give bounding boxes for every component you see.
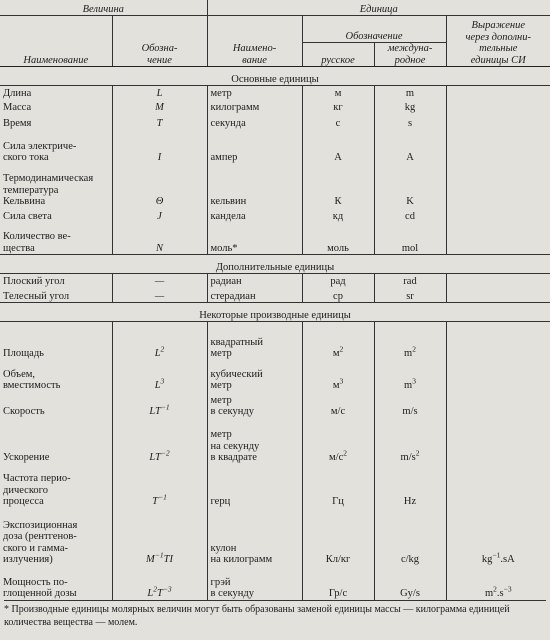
quantity-symbol — [112, 208, 207, 223]
unit-expression — [446, 100, 550, 114]
cell-text: J — [157, 211, 162, 222]
unit-international — [374, 360, 446, 392]
unit-name: кандела — [207, 208, 302, 223]
quantity-name: Экспозиционная доза (рентгенов- ского и гамма- излучения) — [3, 519, 78, 565]
cell-text: Гц — [332, 496, 344, 507]
superscript: −3 — [503, 584, 512, 594]
unit-international — [374, 508, 446, 566]
table-row — [0, 322, 550, 360]
unit-russian — [302, 208, 374, 223]
quantity-symbol — [112, 392, 207, 418]
cell-text: T — [156, 588, 163, 599]
unit-name: метр в секунду — [207, 392, 302, 418]
quantity-name: Термодинамическая температура Кельвина — [3, 173, 94, 207]
quantity-name: Телесный угол — [3, 290, 70, 302]
cell-text: c/kg — [400, 554, 420, 565]
unit-russian — [302, 508, 374, 566]
table-row — [0, 288, 550, 303]
cell-text: kg — [404, 102, 416, 113]
cell-text: M — [146, 554, 155, 565]
superscript: 2 — [412, 344, 416, 354]
header-russian: русское — [302, 43, 374, 67]
section-row — [0, 67, 550, 86]
table-row — [0, 360, 550, 392]
unit-russian — [302, 418, 374, 464]
superscript: −1 — [154, 550, 164, 560]
unit-name: кубический метр — [207, 360, 302, 392]
cell-text: m — [404, 380, 413, 391]
unit-name: метр — [207, 86, 302, 100]
unit-international — [374, 418, 446, 464]
table-body — [0, 67, 550, 600]
cell-text: T — [152, 496, 159, 507]
unit-expression — [446, 86, 550, 100]
table-row — [0, 208, 550, 223]
cell-text: m — [484, 588, 494, 599]
quantity-symbol — [112, 274, 207, 288]
unit-russian — [302, 566, 374, 600]
header-symbol: Обозна- чение — [112, 16, 207, 67]
quantity-symbol — [112, 164, 207, 208]
cell-text: м/с — [330, 406, 346, 417]
cell-text: LT — [149, 452, 161, 463]
unit-international — [374, 566, 446, 600]
unit-russian — [302, 100, 374, 114]
quantity-name: Частота перио- дического процесса — [3, 473, 71, 507]
cell-text: rad — [403, 276, 417, 287]
cell-text: T — [156, 118, 163, 129]
unit-russian — [302, 464, 374, 508]
quantity-symbol — [112, 508, 207, 566]
cell-text: м — [334, 88, 342, 99]
unit-russian — [302, 392, 374, 418]
cell-text: sr — [406, 290, 414, 302]
quantity-name: Сила света — [3, 211, 52, 222]
cell-text: — — [154, 290, 165, 302]
cell-text: L — [154, 380, 161, 391]
cell-text: L — [154, 348, 161, 359]
unit-expression — [446, 418, 550, 464]
quantity-symbol — [112, 223, 207, 255]
quantity-name: Скорость — [3, 406, 45, 417]
superscript: 2 — [343, 448, 347, 458]
unit-expression — [446, 566, 550, 600]
quantity-symbol — [112, 86, 207, 100]
cell-text: m/s — [402, 406, 418, 417]
superscript: 2 — [493, 584, 497, 594]
unit-russian — [302, 86, 374, 100]
cell-text: кд — [332, 211, 344, 222]
unit-name: килограмм — [207, 100, 302, 114]
cell-text: Θ — [155, 196, 164, 207]
unit-international — [374, 274, 446, 288]
unit-name: секунда — [207, 114, 302, 130]
unit-international — [374, 392, 446, 418]
table-row — [0, 464, 550, 508]
unit-expression — [446, 392, 550, 418]
cell-text: кг — [333, 102, 343, 113]
header-international: междуна- родное — [374, 43, 446, 67]
unit-expression — [446, 464, 550, 508]
quantity-name: Мощность по- глощенной дозы — [3, 576, 77, 599]
quantity-name: Ускорение — [3, 452, 50, 463]
cell-text: с — [335, 118, 341, 129]
table-row — [0, 392, 550, 418]
quantity-symbol — [112, 322, 207, 360]
unit-name: моль* — [207, 223, 302, 255]
quantity-symbol — [112, 464, 207, 508]
superscript: 2 — [339, 344, 344, 354]
cell-text: TI — [163, 554, 173, 565]
table-row — [0, 223, 550, 255]
cell-text: N — [156, 242, 164, 254]
superscript: −1 — [160, 402, 170, 412]
unit-expression — [446, 360, 550, 392]
unit-international — [374, 86, 446, 100]
header-designation: Обозначение — [302, 16, 446, 43]
section-title: Дополнительные единицы — [0, 255, 550, 274]
header-unit-name: Наимено- вание — [207, 16, 302, 67]
unit-international — [374, 208, 446, 223]
superscript: 3 — [339, 376, 344, 386]
cell-text: моль — [327, 242, 349, 254]
cell-text: A — [406, 152, 414, 163]
unit-russian — [302, 130, 374, 164]
unit-expression — [446, 130, 550, 164]
superscript: −1 — [158, 492, 167, 502]
unit-international — [374, 322, 446, 360]
cell-text: K — [406, 196, 414, 207]
superscript: −1 — [492, 550, 501, 560]
header-quantity: Величина — [0, 0, 207, 16]
table-row — [0, 100, 550, 114]
unit-expression — [446, 208, 550, 223]
cell-text: .sA — [500, 554, 515, 565]
quantity-name: Масса — [3, 102, 32, 113]
quantity-symbol — [112, 100, 207, 114]
cell-text: м/с — [329, 452, 344, 463]
cell-text: .s — [496, 588, 504, 599]
cell-text: К — [334, 196, 342, 207]
unit-name: стерадиан — [207, 288, 302, 303]
cell-text: Гр/с — [328, 588, 348, 599]
cell-text: s — [407, 118, 413, 129]
cell-text: m — [405, 88, 415, 99]
unit-name: грэй в секунду — [207, 566, 302, 600]
cell-text: L — [156, 88, 163, 99]
table-row — [0, 130, 550, 164]
quantity-symbol — [112, 566, 207, 600]
unit-expression — [446, 288, 550, 303]
cell-text: I — [157, 152, 162, 163]
unit-russian — [302, 322, 374, 360]
unit-russian — [302, 288, 374, 303]
table-row — [0, 274, 550, 288]
quantity-symbol — [112, 418, 207, 464]
table-row — [0, 418, 550, 464]
unit-expression — [446, 274, 550, 288]
superscript: 2 — [153, 584, 157, 594]
cell-text: m/s — [400, 452, 416, 463]
footnote: * Производные единицы молярных величин могут быть образованы заменой единицы массы — килограмма единицей количества вещества — молем. — [4, 600, 546, 629]
cell-text: mol — [401, 242, 419, 254]
cell-text: m — [404, 348, 413, 359]
quantity-symbol — [112, 288, 207, 303]
section-row — [0, 303, 550, 322]
quantity-symbol — [112, 114, 207, 130]
unit-international — [374, 100, 446, 114]
cell-text: L — [147, 588, 154, 599]
table-row — [0, 566, 550, 600]
unit-expression — [446, 164, 550, 208]
unit-international — [374, 464, 446, 508]
unit-name: герц — [207, 464, 302, 508]
section-title: Основные единицы — [0, 67, 550, 86]
cell-text: А — [334, 152, 342, 163]
superscript: 2 — [160, 344, 165, 354]
quantity-name: Время — [3, 118, 32, 129]
section-title: Некоторые производные единицы — [0, 303, 550, 322]
header-unit: Единица — [207, 0, 550, 16]
unit-russian — [302, 114, 374, 130]
cell-text: — — [154, 276, 165, 287]
unit-name: кулон на килограмм — [207, 508, 302, 566]
unit-name: квадратный метр — [207, 322, 302, 360]
unit-international — [374, 288, 446, 303]
table-row — [0, 86, 550, 100]
cell-text: Кл/кг — [325, 554, 351, 565]
quantity-name: Плоский угол — [3, 276, 65, 287]
cell-text: M — [155, 102, 164, 113]
quantity-symbol — [112, 360, 207, 392]
superscript: −2 — [160, 448, 170, 458]
cell-text: kg — [481, 554, 493, 565]
header-expression: Выражение через дополни- тельные единицы СИ — [446, 16, 550, 67]
unit-expression — [446, 223, 550, 255]
cell-text: Gy/s — [400, 588, 420, 599]
unit-expression — [446, 114, 550, 130]
cell-text: ср — [333, 290, 343, 302]
unit-name: ампер — [207, 130, 302, 164]
superscript: 3 — [412, 376, 416, 386]
unit-name: кельвин — [207, 164, 302, 208]
quantity-name: Площадь — [3, 348, 44, 359]
cell-text: cd — [405, 211, 415, 222]
superscript: 3 — [160, 376, 165, 386]
table-row — [0, 114, 550, 130]
cell-text: рад — [330, 276, 346, 287]
unit-name: радиан — [207, 274, 302, 288]
unit-russian — [302, 274, 374, 288]
unit-international — [374, 130, 446, 164]
unit-international — [374, 114, 446, 130]
superscript: −3 — [162, 584, 172, 594]
quantity-name: Количество ве- щества — [3, 231, 71, 254]
quantity-name: Объем, вместимость — [3, 368, 61, 391]
unit-expression — [446, 508, 550, 566]
unit-name: метр на секунду в квадрате — [207, 418, 302, 464]
quantity-name: Длина — [3, 88, 32, 99]
cell-text: м — [332, 380, 340, 391]
quantity-symbol — [112, 130, 207, 164]
unit-russian — [302, 360, 374, 392]
table-row — [0, 164, 550, 208]
section-row — [0, 255, 550, 274]
unit-russian — [302, 164, 374, 208]
unit-expression — [446, 322, 550, 360]
table-row — [0, 508, 550, 566]
cell-text: Hz — [403, 496, 417, 507]
quantity-name: Сила электриче- ского тока — [3, 140, 77, 163]
unit-russian — [302, 223, 374, 255]
header-name: Наименование — [0, 16, 112, 67]
unit-international — [374, 164, 446, 208]
superscript: 2 — [415, 448, 420, 458]
cell-text: м — [332, 348, 340, 359]
unit-international — [374, 223, 446, 255]
cell-text: LT — [149, 406, 161, 417]
